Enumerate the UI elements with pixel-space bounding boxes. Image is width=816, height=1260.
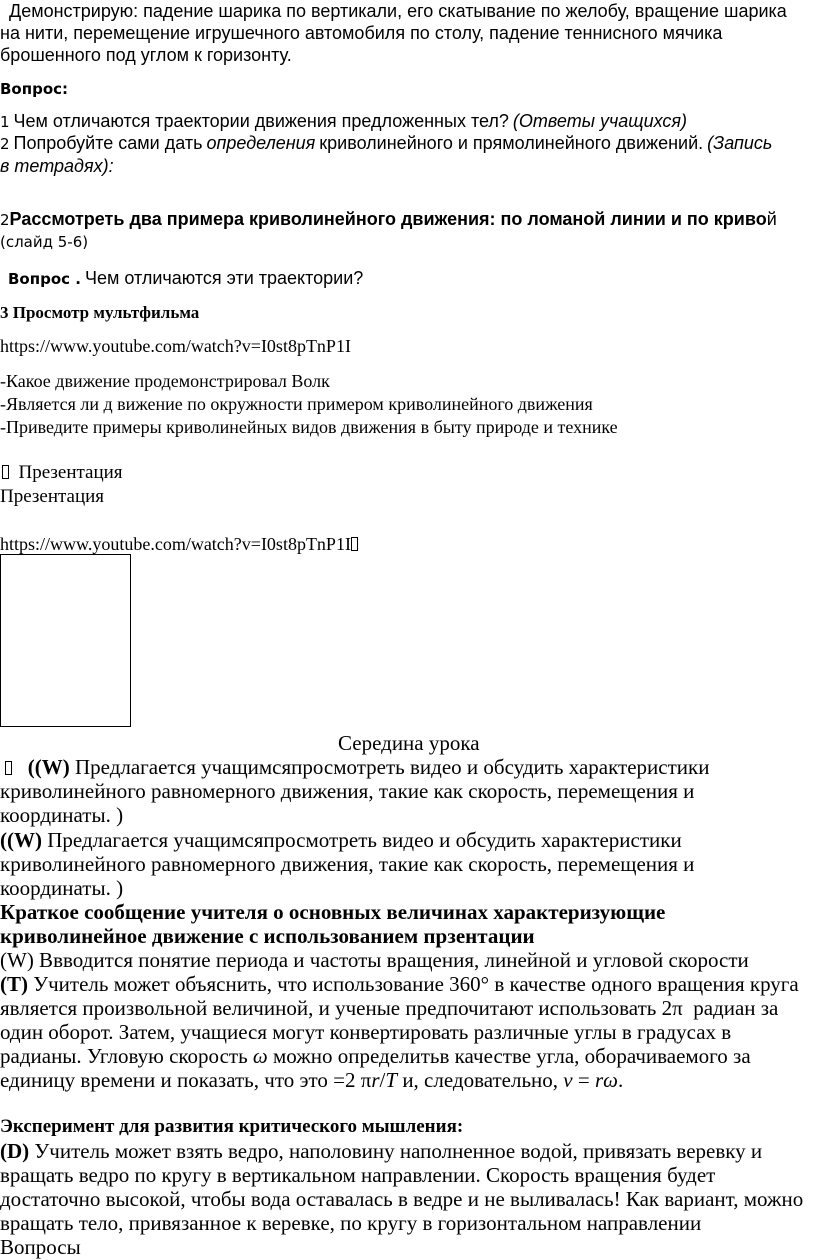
para-w2-text: Предлагается учащимсяпросмотреть видео и обсудить характеристики [47, 828, 682, 852]
presentation-label-2: Презентация [0, 486, 105, 507]
q3-text: Чем отличаются эти траектории? [84, 268, 364, 288]
q2-text-a: Попробуйте сами дать [13, 133, 203, 153]
teacher-msg-line-1: Краткое сообщение учителя о основных величинах характеризующие [0, 900, 666, 924]
questions-footer: Вопросы [0, 1235, 81, 1259]
q2-text-em: определения [206, 133, 316, 153]
T-symbol: T [385, 1068, 398, 1092]
v-symbol: v [563, 1068, 573, 1092]
para-w1-lead: ((W) [27, 755, 70, 779]
presentation-url-text: https://www.youtube.com/watch?v=I0st8pTnP1I [0, 534, 351, 554]
para-w1-line-3: координаты. ) [0, 803, 124, 827]
para-w1-line-1 [5, 755, 709, 779]
q2-note-a: (Запись [707, 133, 773, 153]
experiment-text-1: Учитель может взять ведро, наполовину наполненное водой, привязать веревку и [34, 1139, 763, 1163]
t-para-text-2b: радиан за [682, 996, 779, 1020]
q2-number: 2 [0, 135, 10, 153]
period-symbol: . [617, 1068, 624, 1092]
pi-symbol-2: π [360, 1068, 372, 1092]
middle-title: Середина урока [338, 731, 480, 755]
para-w2-line-3: координаты. ) [0, 876, 124, 900]
question-label: Вопрос: [0, 80, 69, 98]
experiment-line-3: достаточно высокой, чтобы вода оставалась в ведре и не выливалась! Как вариант, можно [0, 1187, 804, 1211]
wolf-question-2: -Является ли д вижение по окружности примером криволинейного движения [0, 394, 593, 414]
pi-symbol: π [672, 996, 683, 1020]
missing-glyph-icon [2, 465, 9, 479]
t-para-text-1: Учитель может объяснить, что использование 360° в качестве одного вращения круга [33, 972, 799, 996]
missing-glyph-icon [351, 537, 358, 551]
presentation-label-1: Презентация [18, 462, 123, 483]
experiment-lead: (D) [0, 1139, 30, 1163]
embedded-frame [0, 554, 131, 727]
experiment-line-4: вращать тело, привязанное к веревке, по кругу в горизонтальном направлении [0, 1211, 702, 1235]
para-w1-text: Предлагается учащимсяпросмотреть видео и обсудить характеристики [74, 755, 710, 779]
para-w2-line-2: криволинейного равномерного движения, такие как скорость, перемещения и [0, 852, 695, 876]
t-para-text-5a: единицу времени и показать, что это =2 [0, 1068, 356, 1092]
para-w2-line-1 [0, 828, 682, 852]
experiment-line-1 [0, 1139, 762, 1163]
section-3-url[interactable]: https://www.youtube.com/watch?v=I0st8pTnP1I [0, 336, 351, 356]
slash-symbol: / [379, 1068, 386, 1092]
experiment-line-2: вращать ведро по кругу в вертикальном направлении. Скорость вращения будет [0, 1163, 716, 1187]
q3-label: Вопрос . [8, 270, 81, 288]
question-2 [0, 132, 772, 154]
rw-symbol: rω [594, 1068, 618, 1092]
intro-line-3: брошенного под углом к горизонту. [0, 45, 292, 65]
teacher-msg-line-2: криволинейное движение с использованием прзентации [0, 924, 535, 948]
sec2-bold: Рассмотреть два примера криволинейного движения: по ломаной линии и по криво [9, 209, 767, 229]
t-para-line-1 [0, 972, 799, 996]
t-para-text-4a: радианы. Угловую скорость [0, 1044, 248, 1068]
t-para-text-2a: является произвольной величиной, и ученые предпочитают использовать 2 [0, 996, 673, 1020]
intro-line-1: Демонстрирую: падение шарика по вертикали, его скатывание по желобу, вращение шарика [9, 1, 787, 21]
section-3-title: 3 Просмотр мультфильма [0, 303, 200, 322]
w-line: (W) Ввводится понятие периода и частоты вращения, линейной и угловой скорости [0, 948, 749, 972]
t-para-line-4 [0, 1044, 751, 1068]
q1-number: 1 [0, 113, 10, 131]
question-3 [8, 267, 363, 289]
sec2-tail: й [766, 209, 777, 229]
q1-note: (Ответы учащихся) [512, 111, 688, 131]
equals-symbol: = [572, 1068, 595, 1092]
sec2-slide: (слайд 5-6) [0, 233, 89, 251]
q1-text: Чем отличаются траектории движения предложенных тел? [13, 111, 509, 131]
question-1 [0, 110, 687, 132]
para-w2-lead: ((W) [0, 828, 42, 852]
section-2-heading [0, 208, 777, 230]
para-w1-line-2: криволинейного равномерного движения, такие как скорость, перемещения и [0, 779, 695, 803]
r-symbol: r [371, 1068, 380, 1092]
presentation-link-1[interactable] [2, 461, 123, 484]
intro-line-2: на нити, перемещение игрушечного автомобиля по столу, падение теннисного мячика [0, 23, 723, 43]
t-para-text-4b: можно определитьв качестве угла, оборачиваемого за [272, 1044, 751, 1068]
t-para-lead: (T) [0, 972, 28, 996]
wolf-question-1: -Какое движение продемонстрировал Волк [0, 371, 330, 391]
t-para-text-5b: и, следовательно, [402, 1068, 559, 1092]
omega-symbol: ω [252, 1044, 268, 1068]
presentation-url[interactable] [0, 533, 358, 556]
experiment-title: Эксперимент для развития критического мышления: [0, 1116, 464, 1137]
q2-note-b: в тетрадях): [0, 156, 114, 176]
sec2-number: 2 [0, 211, 10, 229]
missing-glyph-icon [5, 761, 12, 775]
t-para-line-2 [0, 996, 778, 1020]
wolf-question-3: -Приведите примеры криволинейных видов движения в быту природе и технике [0, 417, 618, 437]
t-para-line-3: один оборот. Затем, учащиеся могут конвертировать различные углы в градусах в [0, 1020, 732, 1044]
q2-text-b: криволинейного и прямолинейного движений. [319, 133, 704, 153]
t-para-line-5 [0, 1068, 623, 1092]
